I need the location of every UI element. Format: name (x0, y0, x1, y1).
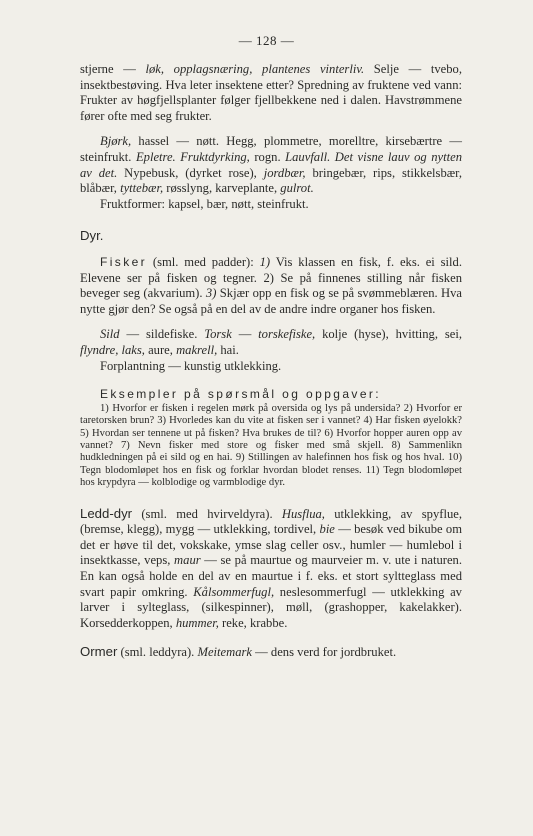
section-heading: Dyr. (80, 228, 104, 244)
paragraph (80, 197, 462, 213)
text-segment: neslesommerfugl — utklekking av larver i sylteglass, (silkespinner), møll, (grashopper, kakelakker). Korsedderkoppen, (80, 584, 462, 630)
text-segment: (sml. med hvirveldyra). (132, 506, 282, 521)
text-segment: bringebær, rips, stikkelsbær, blåbær, (80, 165, 462, 196)
italic-term: tyttebær, (120, 181, 164, 196)
italic-term: Kålsommerfugl, (193, 584, 275, 599)
text-segment: Eksempler på spørsmål og oppgaver: (100, 387, 382, 402)
italic-term: gulrot. (280, 181, 314, 196)
section-heading: Ormer (80, 644, 118, 660)
text-segment: 1) Hvorfor er fisken i regelen mørk på oversida og lys på undersida? 2) Hvorfor er taretorsken brun? 3) Hvorledes kan du vite at fisken ser i vannet? 4) Har fisken øyelokk? 5) Hvordan ser tennene ut på fisken? Hva brukes de til? 6) Hvorfor hopper auren opp av vannet? 7) Nevn fisker med store og fisker med små skjell. 8) Sammenlikn hudkledningen på ei sild og en hai. 9) Stillingen av halefinnen hos fisk og hos hval. 10) Tegn blodomløpet hos en fisk og forklar hvordan blodet renses. 11) Tegn blodomløpet hos krypdyra — kolblodige og varmblodige dyr. (80, 402, 462, 489)
italic-term: jordbær, (263, 165, 306, 180)
italic-term: bie (319, 522, 335, 537)
italic-term: hummer, (175, 615, 219, 630)
italic-term: 3) (205, 286, 217, 301)
text-segment: Skjær opp en fisk og se på svømmeblæren. Hva nytte gjør den? Se også på en del av de andre indre organer hos fisken. (80, 286, 463, 316)
text-segment: reke, krabbe. (218, 615, 288, 630)
text-segment: — se på maurtue og maurveier m. v. ute i naturen. En kan også holde en del av en maurtue i f. eks. et stort syltteglass med svart papir omkring. (80, 553, 462, 599)
italic-term: Husflua, (281, 506, 325, 521)
italic-term: løk, opplagsnæring, plantenes vinterliv. (145, 62, 365, 76)
text-segment: hassel — nøtt. Hegg, plommetre, morelltre, kirsebærtre — steinfrukt. (80, 134, 462, 164)
paragraph (80, 403, 462, 490)
italic-term: Sild (100, 327, 120, 342)
text-segment: stjerne — (80, 62, 146, 76)
text-segment: hai. (217, 342, 239, 357)
paragraph (80, 359, 462, 375)
italic-term: 1) (259, 254, 271, 269)
italic-term: Torsk (204, 327, 232, 342)
italic-term: makrell, (176, 342, 218, 357)
text-segment: — besøk ved bikube om det er høve til det, vokskake, ymse slag celler osv., humler — humlebol i insektkasse, veps, (80, 522, 462, 568)
text-segment: (sml. med padder): (147, 254, 260, 269)
text-segment: — dens verd for jordbruket. (252, 645, 397, 660)
text-segment: røsslyng, karveplante, (163, 181, 281, 196)
text-segment: Fisker (100, 254, 148, 269)
paragraph (80, 62, 462, 124)
page-body (80, 62, 462, 661)
text-segment: utklekking, av spyflue, (bremse, klegg), mygg — utklekking, tordivel, (80, 506, 462, 537)
text-segment: kolje (hyse), hvitting, sei, (315, 327, 462, 342)
paragraph (80, 228, 462, 245)
italic-term: Meitemark (197, 645, 253, 660)
italic-term: Epletre. Fruktdyrking, (135, 149, 250, 164)
paragraph (80, 644, 462, 661)
paragraph (80, 255, 462, 317)
italic-term: maur (174, 553, 201, 568)
paragraph (80, 327, 462, 358)
italic-term: Bjørk, (100, 134, 132, 149)
page-number: — 128 — (238, 33, 295, 48)
text-segment: (sml. leddyra). (117, 645, 198, 660)
text-segment: Vis klassen en fisk, f. eks. ei sild. Elevene ser på fisken og tegner. 2) Se på finnenes stilling når fisken beveger seg (akvarium). (80, 254, 462, 301)
italic-term: Lauvfall. Det visne lauv og nytten av det. (80, 149, 462, 180)
text-segment: rogn. (249, 149, 286, 164)
text-segment: Fruktformer: kapsel, bær, nøtt, steinfrukt. (100, 196, 309, 211)
paragraph (80, 134, 462, 196)
section-heading: Ledd-dyr (80, 505, 133, 521)
text-segment: — sildefiske. (119, 327, 205, 342)
text-segment: Selje — tvebo, insektbestøving. Hva leter insektene etter? Spredning av fruktene ved vann: Frukter av høgfjellsplanter følger fjellbekkene ned i dalen. Havstrømmene fører ofte med seg frukter. (80, 62, 462, 123)
text-segment: Forplantning — kunstig utklekking. (100, 358, 282, 373)
paragraph (80, 506, 462, 632)
italic-term: flyndre, laks, (80, 342, 145, 357)
text-segment: Nypebusk, (dyrket rose), (117, 165, 264, 180)
paragraph (80, 387, 462, 403)
italic-term: torskefiske, (258, 327, 316, 342)
text-segment: — (231, 327, 259, 342)
text-segment: aure, (144, 342, 177, 357)
